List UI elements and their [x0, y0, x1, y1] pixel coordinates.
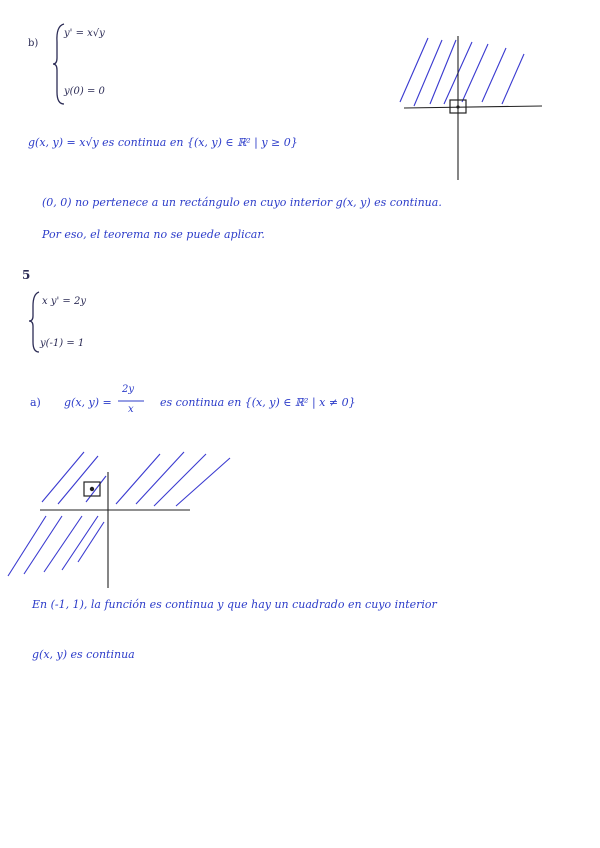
conclusion-line-1: En (-1, 1), la función es continua y que hay un cuadrado en cuyo interior [32, 598, 437, 611]
part-b-note-line-2: Por eso, el teorema no se puede aplicar. [42, 228, 265, 241]
part-a-label: a) [30, 396, 41, 409]
part-b-label: b) [28, 38, 39, 49]
part-a-function-name: g(x, y) = [64, 396, 112, 409]
conclusion-line-2: g(x, y) es continua [32, 648, 135, 661]
part-a-numerator: 2y [122, 384, 135, 395]
problem-5-equation-2: y(-1) = 1 [40, 338, 85, 349]
part-b-equation-2: y(0) = 0 [64, 86, 105, 97]
part-b-region-graph [390, 30, 550, 190]
part-a-fraction-bar [118, 399, 148, 403]
problem-5-region-graph [0, 450, 260, 590]
part-b-note-line-1: (0, 0) no pertenece a un rectángulo en cuyo interior g(x, y) es continua. [42, 196, 442, 209]
part-a-continuity-statement: es continua en {(x, y) ∈ ℝ² | x ≠ 0} [160, 396, 356, 409]
problem-number: 5 [22, 268, 31, 282]
part-a-denominator: x [128, 404, 134, 415]
problem-5-equation-1: x y' = 2y [42, 296, 86, 307]
part-b-equation-1: y' = x√y [64, 28, 105, 39]
part-b-continuity-statement: g(x, y) = x√y es continua en {(x, y) ∈ ℝ² | y ≥ 0} [28, 136, 298, 149]
